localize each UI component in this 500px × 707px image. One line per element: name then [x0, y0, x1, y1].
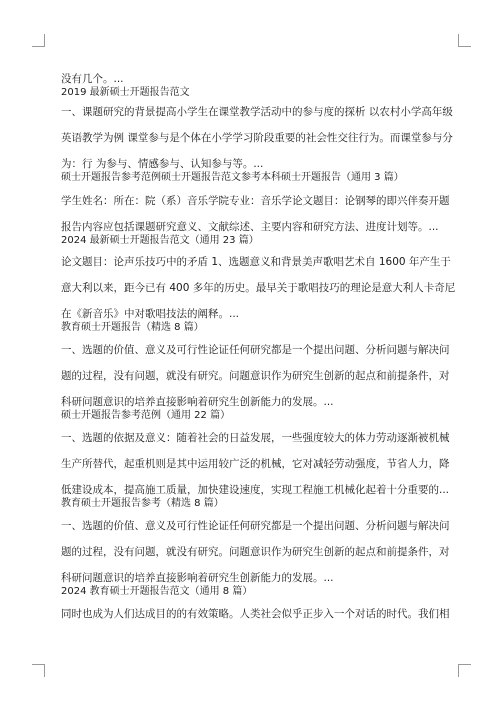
entry-heading: 教育硕士开题报告参考（精选 8 篇）	[61, 498, 224, 509]
entry-text-line: 一、选题的价值、意义及可行性论证任何研究都是一个提出问题、分析问题与解决问	[61, 344, 450, 356]
entry-text-line: 一、选题的依据及意义：随着社会的日益发展，一些强度较大的体力劳动逐渐被机械	[61, 432, 450, 444]
entry-text-line: 一、课题研究的背景提高小学生在课堂教学活动中的参与度的探析 以农村小学高年级	[61, 106, 453, 118]
entry-heading: 教育硕士开题报告（精选 8 篇）	[61, 322, 204, 333]
entry-heading: 2019 最新硕士开题报告范文	[61, 87, 190, 98]
entry-text-line: 论文题目：论声乐技巧中的矛盾 1、选题意义和背景美声歌唱艺术自 1600 年产生于	[61, 256, 451, 268]
crop-mark-bottom-left	[32, 664, 45, 677]
entry-text-line: 题的过程，没有问题，就没有研究。问题意识作为研究生创新的起点和前提条件，对	[61, 546, 450, 558]
entry-text-line: 题的过程，没有问题，就没有研究。问题意识作为研究生创新的起点和前提条件，对	[61, 370, 450, 382]
entry-text-line: 学生姓名：所在：院（系）音乐学院专业：音乐学论文题目：论钢琴的即兴伴奏开题	[61, 195, 450, 207]
crop-mark-bottom-right	[458, 664, 471, 677]
crop-mark-top-left	[32, 34, 45, 47]
entry-text-line: 为：行 为参与、情感参与、认知参与等。...	[61, 158, 264, 170]
entry-heading: 硕士开题报告参考范例硕士开题报告范文参考本科硕士开题报告（通用 3 篇）	[61, 172, 404, 183]
entry-text-line: 英语教学为例 课堂参与是个体在小学学习阶段重要的社会性交往行为。而课堂参与分	[61, 132, 453, 144]
entry-heading: 2024 教育硕士开题报告范文（通用 8 篇）	[61, 586, 253, 597]
entry-text-line: 低建设成本，提高施工质量，加快建设速度，实现工程施工机械化起着十分重要的...	[61, 484, 450, 496]
entry-text-line: 报告内容应包括课题研究意义、文献综述、主要内容和研究方法、进度计划等。...	[61, 221, 439, 233]
entry-text-line: 意大利以来，距今已有 400 多年的历史。最早关于歌唱技巧的理论是意大利人卡奇尼	[61, 282, 456, 294]
entry-text-line: 同时也成为人们达成目的的有效策略。人类社会似乎正步入一个对话的时代。我们相	[61, 608, 450, 620]
entry-text-line: 在《新音乐》中对歌唱技法的阐释。...	[61, 308, 240, 320]
crop-mark-top-right	[458, 34, 471, 47]
entry-text-line: 科研问题意识的培养直接影响着研究生创新能力的发展。...	[61, 396, 334, 408]
entry-text-line: 一、选题的价值、意义及可行性论证任何研究都是一个提出问题、分析问题与解决问	[61, 520, 450, 532]
entry-heading: 硕士开题报告参考范例（通用 22 篇）	[61, 410, 231, 421]
entry-text-line: 科研问题意识的培养直接影响着研究生创新能力的发展。...	[61, 572, 334, 584]
entry-heading: 2024 最新硕士开题报告范文（通用 23 篇）	[61, 235, 259, 246]
intro-tail-text: 没有几个。...	[61, 73, 124, 85]
entry-text-line: 生产所替代，起重机则是其中运用较广泛的机械，它对减轻劳动强度，节省人力，降	[61, 458, 450, 470]
